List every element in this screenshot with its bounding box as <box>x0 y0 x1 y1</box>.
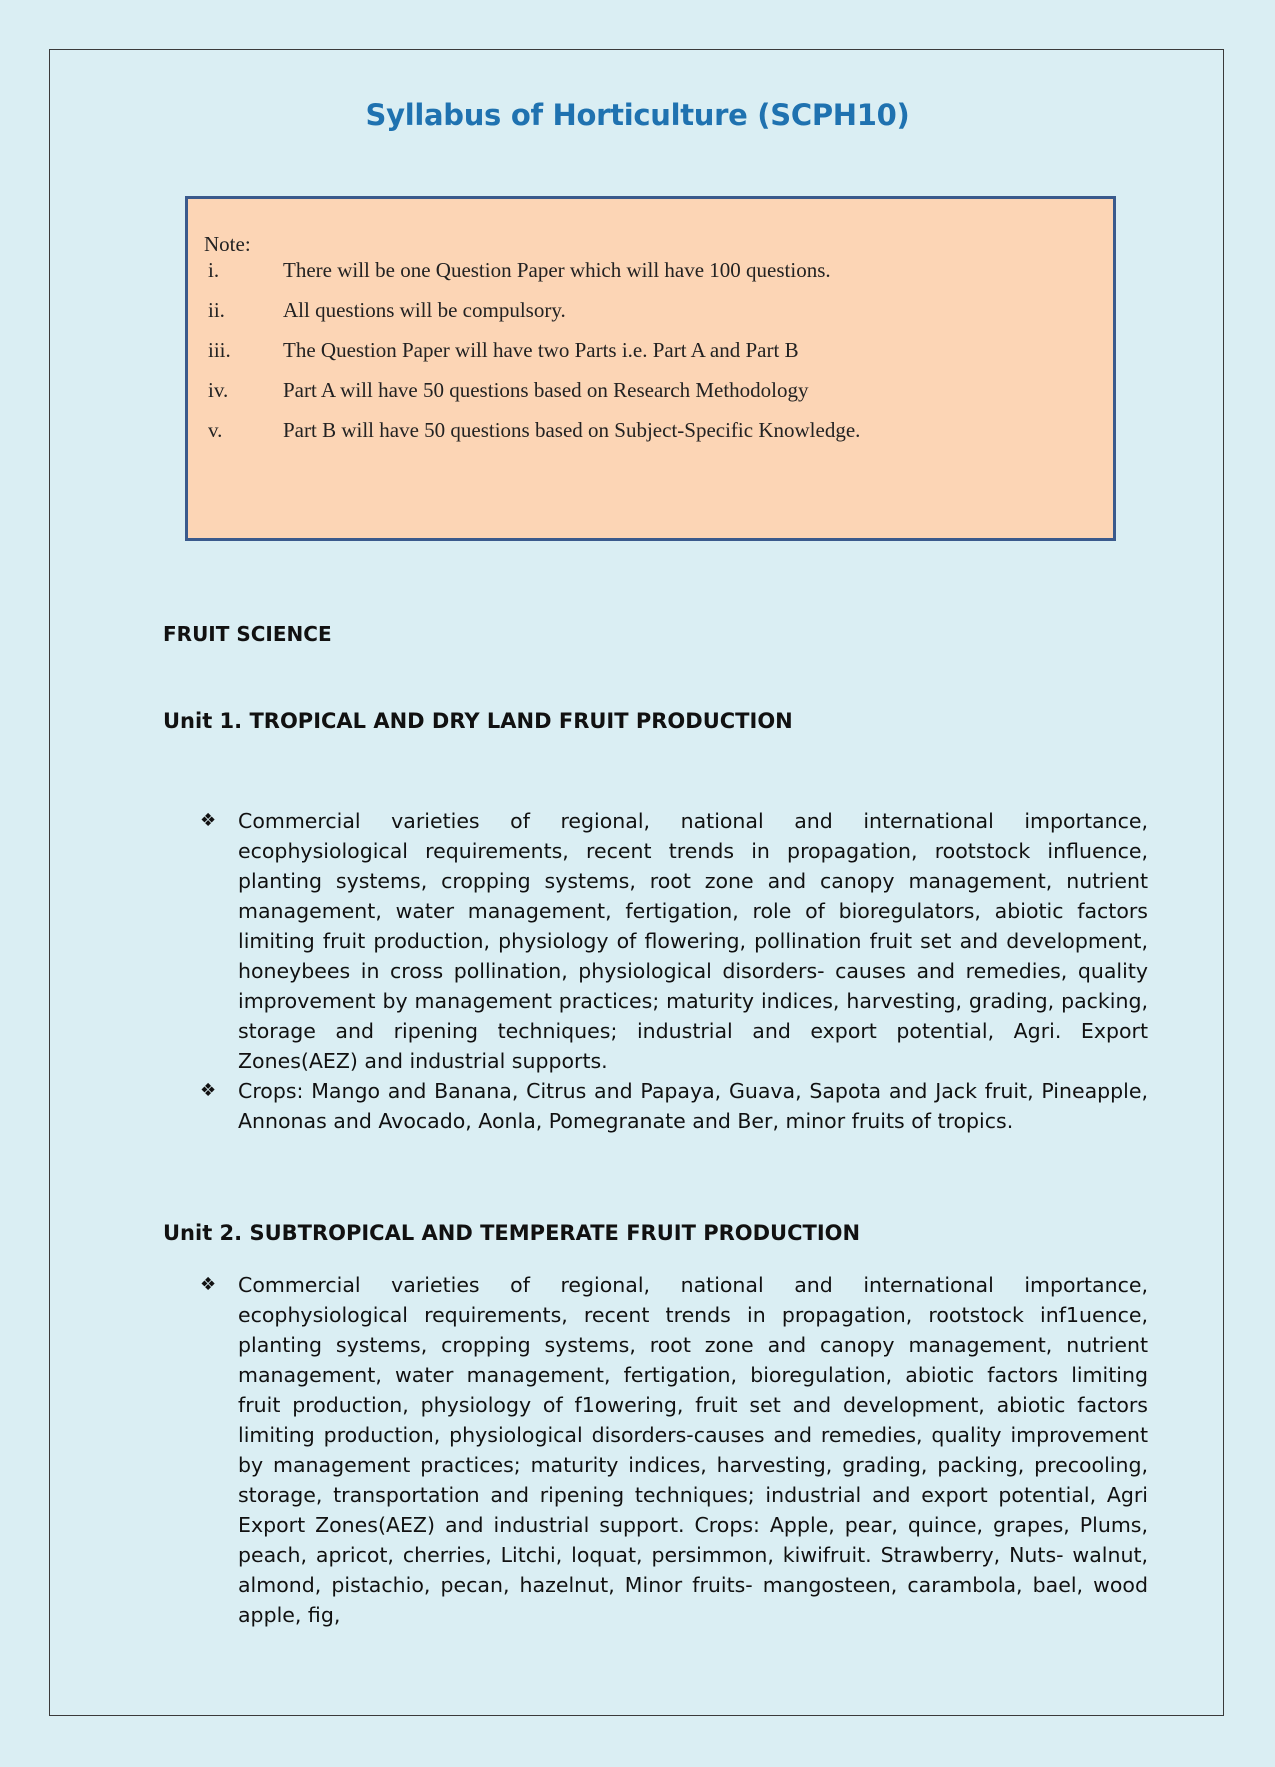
note-label: Note: <box>204 232 251 256</box>
note-item-text: Part B will have 50 questions based on Subject-Specific Knowledge. <box>283 418 861 442</box>
note-item-text: The Question Paper will have two Parts i.e. Part A and Part B <box>283 338 799 362</box>
diamond-bullet-icon: ❖ <box>200 810 217 831</box>
unit1-bullet-text: Crops: Mango and Banana, Citrus and Papaya, Guava, Sapota and Jack fruit, Pineapple, Annonas and Avocado, Aonla, Pomegranate and Ber, minor fruits of tropics. <box>238 1079 1148 1133</box>
note-item-number: i. <box>208 258 220 282</box>
unit2-bullet-list <box>200 1270 1148 1630</box>
note-item <box>208 298 566 323</box>
unit1-bullet-text: Commercial varieties of regional, national and international importance, ecophysiological requirements, recent trends in propagation, rootstock influence, planting systems, cropping systems, root zone and canopy management, nutrient management, water management, fertigation, role of bioregulators, abiotic factors limiting fruit production, physiology of flowering, pollination fruit set and development, honeybees in cross pollination, physiological disorders- causes and remedies, quality improvement by management practices; maturity indices, harvesting, grading, packing, storage and ripening techniques; industrial and export potential, Agri. Export Zones(AEZ) and industrial supports. <box>238 809 1148 1073</box>
note-box <box>185 196 1116 541</box>
unit2-heading: Unit 2. SUBTROPICAL AND TEMPERATE FRUIT PRODUCTION <box>163 1221 861 1245</box>
unit1-bullet-item <box>200 806 1148 1076</box>
note-item-number: v. <box>208 418 223 442</box>
unit1-heading: Unit 1. TROPICAL AND DRY LAND FRUIT PRODUCTION <box>163 709 793 733</box>
unit1-bullet-item <box>200 1076 1148 1136</box>
note-item-text: All questions will be compulsory. <box>283 298 566 322</box>
note-item <box>208 378 809 403</box>
note-item-number: iv. <box>208 378 229 402</box>
note-item <box>208 258 831 283</box>
diamond-bullet-icon: ❖ <box>200 1080 217 1101</box>
note-item <box>208 418 860 443</box>
diamond-bullet-icon: ❖ <box>200 1274 217 1295</box>
note-item-text: Part A will have 50 questions based on Research Methodology <box>283 378 809 402</box>
note-item-number: iii. <box>208 338 231 362</box>
note-item <box>208 338 799 363</box>
unit2-bullet-item <box>200 1270 1148 1630</box>
note-item-number: ii. <box>208 298 225 322</box>
note-item-text: There will be one Question Paper which will have 100 questions. <box>283 258 831 282</box>
unit1-bullet-list <box>200 806 1148 1136</box>
unit2-bullet-text: Commercial varieties of regional, national and international importance, ecophysiological requirements, recent trends in propagation, rootstock inf1uence, planting systems, cropping systems, root zone and canopy management, nutrient management, water management, fertigation, bioregulation, abiotic factors limiting fruit production, physiology of f1owering, fruit set and development, abiotic factors limiting production, physiological disorders-causes and remedies, quality improvement by management practices; maturity indices, harvesting, grading, packing, precooling, storage, transportation and ripening techniques; industrial and export potential, Agri Export Zones(AEZ) and industrial support. Crops: Apple, pear, quince, grapes, Plums, peach, apricot, cherries, Litchi, loquat, persimmon, kiwifruit. Strawberry, Nuts- walnut, almond, pistachio, pecan, hazelnut, Minor fruits- mangosteen, carambola, bael, wood apple, fig, <box>238 1273 1148 1627</box>
section-heading-fruit-science: FRUIT SCIENCE <box>163 622 332 646</box>
page-title: Syllabus of Horticulture (SCPH10) <box>365 98 910 132</box>
